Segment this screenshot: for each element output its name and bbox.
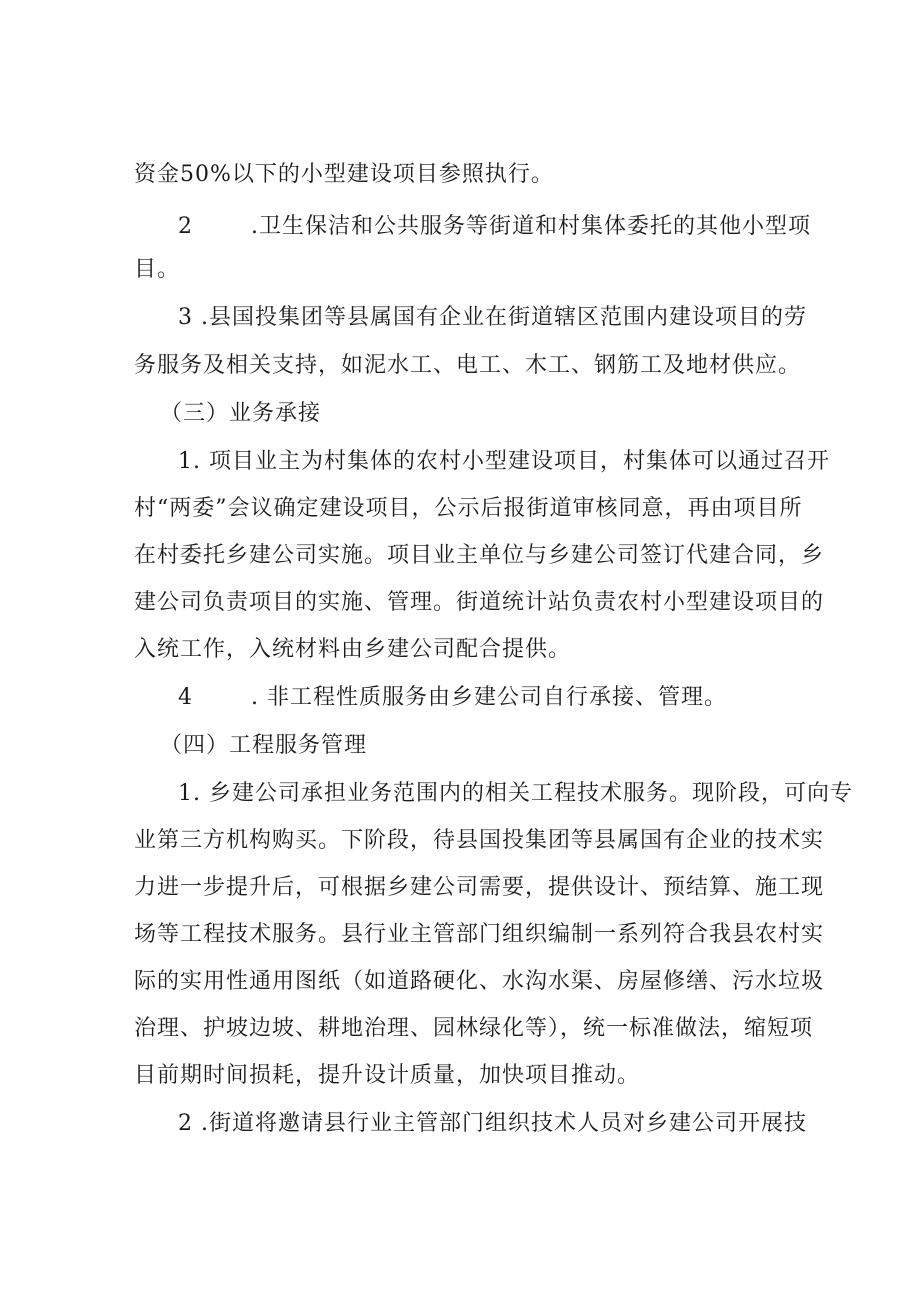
paragraph-line: 在村委托乡建公司实施。项目业主单位与乡建公司签订代建合同，乡 (134, 543, 825, 568)
paragraph-line: 治理、护坡边坡、耕地治理、园林绿化等），统一标准做法，缩短项 (134, 1016, 814, 1041)
list-item-4-line (178, 683, 794, 713)
paragraph-line: 1. 项目业主为村集体的农村小型建设项目，村集体可以通过召开 (178, 449, 830, 474)
list-number: 4 (178, 685, 193, 710)
paragraph-line: 际的实用性通用图纸（如道路硬化、水沟水渠、房屋修缮、污水垃圾 (134, 969, 825, 994)
paragraph-line: 2 .街道将邀请县行业主管部门组织技术人员对乡建公司开展技 (178, 1111, 807, 1136)
section-heading: （四）工程服务管理 (160, 733, 368, 758)
list-item-2-line (178, 212, 811, 242)
paragraph-line: 业第三方机构购买。下阶段，待县国投集团等县属国有企业的技术实 (134, 828, 825, 853)
list-item-text: .卫生保洁和公共服务等街道和村集体委托的其他小型项 (251, 214, 811, 239)
paragraph-line: 资金50%以下的小型建设项目参照执行。 (134, 162, 554, 187)
paragraph-line: 力进一步提升后，可根据乡建公司需要，提供设计、预结算、施工现 (134, 875, 825, 900)
paragraph-line: 目。 (134, 257, 181, 282)
paragraph-line: 3 .县国投集团等县属国有企业在街道辖区范围内建设项目的劳 (178, 305, 807, 330)
paragraph-line: 目前期时间损耗，提升设计质量，加快项目推动。 (134, 1063, 641, 1088)
list-number: 2 (178, 214, 193, 239)
section-heading: （三）业务承接 (160, 401, 322, 426)
paragraph-line: 务服务及相关支持，如泥水工、电工、木工、钢筋工及地材供应。 (134, 353, 802, 378)
paragraph-line: 村“两委”会议确定建设项目，公示后报街道审核同意，再由项目所 (134, 496, 803, 521)
paragraph-line: 建公司负责项目的实施、管理。街道统计站负责农村小型建设项目的 (134, 590, 825, 615)
list-item-text: . 非工程性质服务由乡建公司自行承接、管理。 (251, 685, 727, 710)
paragraph-line: 1. 乡建公司承担业务范围内的相关工程技术服务。现阶段，可向专 (178, 781, 853, 806)
paragraph-line: 场等工程技术服务。县行业主管部门组织编制一系列符合我县农村实 (134, 922, 825, 947)
paragraph-line: 入统工作，入统材料由乡建公司配合提供。 (134, 637, 572, 662)
